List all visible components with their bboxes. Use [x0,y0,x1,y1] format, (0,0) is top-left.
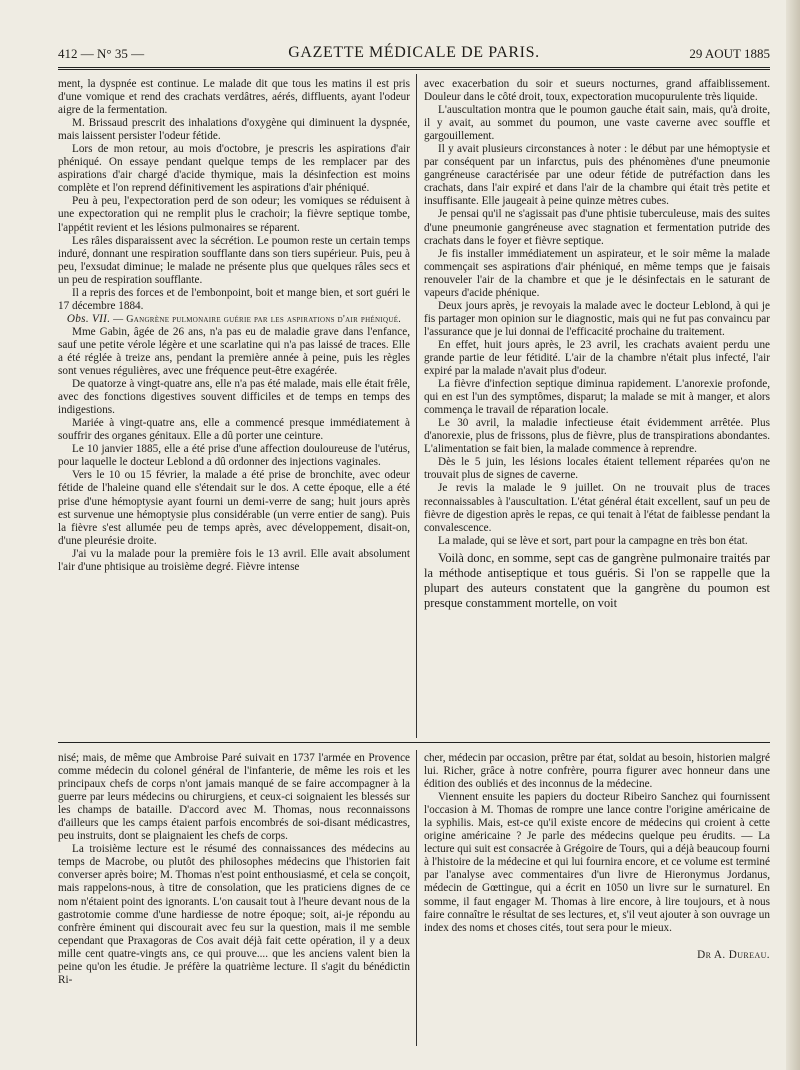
paragraph: Le 10 janvier 1885, elle a été prise d'une affection douloureuse de l'utérus, pour laquelle le docteur Leblond a dû ordonner des injections vaginales. [58,443,410,469]
paragraph: L'auscultation montra que le poumon gauche était sain, mais, qu'à droite, il y avait, au sommet du poumon, une vaste caverne avec souffle et gargouillement. [424,104,770,143]
paragraph: Il y avait plusieurs circonstances à noter : le début par une hémoptysie et par conséquent par un infarctus, puis des phénomènes d'une pneumonie gangréneuse caractérisée par une odeur fétide de putréfaction dans les crachats, dans l'air expiré et dans l'air de la chambre qui était très petite et insuffisante. Elle jaugeait à peine quinze mètres cubes. [424,143,770,208]
conclusion-paragraph: Voilà donc, en somme, sept cas de gangrène pulmonaire traités par la méthode antiseptique et tous guéris. Si l'on se rappelle que la plupart des auteurs constatent que la gangrène du poumon est presque constamment mortelle, on voit [424,550,770,610]
paragraph: Le 30 avril, la maladie infectieuse était évidemment arrêtée. Plus d'anorexie, plus de frissons, plus de fièvre, plus de transpirations abondantes. L'alimentation se fait bien, la malade commence à reprendre. [424,417,770,456]
bottom-right-column [424,752,770,962]
header-rule [58,67,770,70]
paragraph: Mme Gabin, âgée de 26 ans, n'a pas eu de maladie grave dans l'enfance, sauf une petite vérole légère et une scarlatine qui n'a pas laissé de traces. Elle a été réglée à treize ans, pendant la première année à peine, puis les règles sont venues régulières, avec une fréquence peut-être exagérée. [58,325,410,378]
paragraph: Les râles disparaissent avec la sécrétion. Le poumon reste un certain temps induré, donnant une respiration soufflante dans son tiers supérieur. Puis, peu à peu, l'exsudat diminue; le malade ne présente plus que quelques râles secs et un peu de respiration soufflante. [58,234,410,286]
paragraph: Deux jours après, je revoyais la malade avec le docteur Leblond, à qui je fis partager mon opinion sur le diagnostic, mais qui ne fut pas convaincu par l'assurance que je lui donnai de l'efficacité prochaine du traitement. [424,299,770,338]
observation-heading [58,313,410,326]
page-edge-shadow [786,0,800,1070]
column-separator [416,74,417,738]
issue-date: 29 AOUT 1885 [689,46,770,61]
paragraph: nisé; mais, de même que Ambroise Paré suivait en 1737 l'armée en Provence comme médecin du colonel général de l'infanterie, de même les rois et les principaux chefs de corps n'ont jamais manqué de se faire accompagner à la guerre par leurs médecins ou chirurgiens, et ceux-ci soignaient les blessés sur les champs de bataille. D'accord avec M. Thomas, nous reconnaissons d'ailleurs que les camps étaient parfois encombrés de soi-disant médicastres, peu instruits, dont se plaignaient les chefs de corps. [58,752,410,843]
journal-title: GAZETTE MÉDICALE DE PARIS. [288,44,540,61]
paragraph: Lors de mon retour, au mois d'octobre, je prescris les aspirations d'air phéniqué. On essaye pendant quelque temps de les remplacer par des aspirations d'air chargé d'acide thymique, mais la désinfection est moins complète et l'on reprend définitivement les aspirations d'air phéniqué. [58,143,410,195]
paragraph: Il a repris des forces et de l'embonpoint, boit et mange bien, et sort guéri le 17 décembre 1884. [58,286,410,312]
feuilleton-rule [58,742,770,743]
paragraph: Je revis la malade le 9 juillet. On ne trouvait plus de traces reconnaissables à l'auscultation. L'état général était excellent, sauf un peu de fièvre de digestion après le repas, ce qui tenait à l'état de faiblesse pendant la convalescence. [424,482,770,534]
paragraph: Je fis installer immédiatement un aspirateur, et le soir même la malade commençait ses aspirations d'air phéniqué, en même temps que je faisais renouveler l'air de la chambre et que je le désinfectais en le saturant de vapeurs d'acide phénique. [424,247,770,299]
observation-label: Obs. VII. [66,312,111,325]
paragraph: Viennent ensuite les papiers du docteur Ribeiro Sanchez qui fournissent l'occasion à M. Thomas de rompre une lance contre l'origine américaine de la syphilis. Mais, est-ce qu'il existe encore de médecins qui croient à cette origine américaine ? Je parle des médecins quelque peu érudits. — La lecture qui suit est consacrée à Grégoire de Tours, qui a déjà beaucoup fourni à l'histoire de la médecine et qui lui fournira encore, et ce volume est terminé par l'analyse avec commentaires d'un livre de Hieronymus Jordanus, médecin de Gœttingue, qui a écrit en 1050 un livre sur le surnaturel. En somme, il faut engager M. Thomas à lire encore, à lire toujours, et à nous faire connaître le résultat de ses lectures, et, s'il veut ajouter à son ouvrage un index des noms et choses cités, tout sera pour le mieux. [424,791,770,934]
paragraph: Dès le 5 juin, les lésions locales étaient tellement réparées qu'on ne trouvait plus de signes de caverne. [424,456,770,482]
paragraph: Je pensai qu'il ne s'agissait pas d'une phtisie tuberculeuse, mais des suites d'une pneumonie gangréneuse avec stagnation et fermentation putride des crachats dans le foyer et fièvre septique. [424,208,770,247]
paragraph: Vers le 10 ou 15 février, la malade a été prise de bronchite, avec odeur fétide de l'haleine quand elle s'étendait sur le dos. A cette époque, elle a été prise d'une hémoptysie ayant fourni un demi-verre de sang; huit jours après est survenue une hémoptysie plus considérable (un verre entier de sang). Puis la fièvre s'est allumée peu de temps après, avec développement, disait-on, d'une pleurésie droite. [58,469,410,547]
page-header [58,44,770,66]
paragraph: cher, médecin par occasion, prêtre par état, soldat au besoin, historien malgré lui. Richer, grâce à notre confrère, pourra figurer avec honneur dans une édition des oubliés et des inconnus de la médecine. [424,752,770,791]
paragraph: ment, la dyspnée est continue. Le malade dit que tous les matins il est pris d'une vomique et rend des crachats verdâtres, aérés, diffluents, ayant l'odeur aigre de la fermentation. [58,78,410,117]
paragraph: Mariée à vingt-quatre ans, elle a commencé presque immédiatement à souffrir des organes génitaux. Elle a dû porter une ceinture. [58,417,410,443]
top-right-column [424,78,770,611]
page-number: 412 — N° 35 — [58,46,145,61]
paragraph: avec exacerbation du soir et sueurs nocturnes, grand affaiblissement. Douleur dans le côté droit, toux, expectoration mucopurulente très liquide. [424,78,770,104]
paragraph: La troisième lecture est le résumé des connaissances des médecins au temps de Macrobe, ou plutôt des philosophes médecins que l'historien fait converser après boire; M. Thomas n'est point enthousiasmé, et cela se conçoit, mais rappelons-nous, à titre de consolation, que les praticiens dignes de ce nom n'étaient point des ignorants. L'on causait tout à l'heure devant nous de la gastrotomie comme d'une hardiesse de notre époque; soit, ai-je répondu au confrère éminent qui discourait avec feu sur la question, mais il me semble cependant que Praxagoras de Cos avait déjà fait cette opération, il y a deux mille cent quatre-vingts ans, ce qui prouve.... que les anciens valent bien la peine qu'on les étudie. Je préfère la quatrième lecture. Il s'agit du bénédictin Ri- [58,843,410,986]
paragraph: La malade, qui se lève et sort, part pour la campagne en très bon état. [438,534,748,547]
paragraph: M. Brissaud prescrit des inhalations d'oxygène qui diminuent la dyspnée, mais laissent persister l'odeur fétide. [58,117,410,143]
paragraph: En effet, huit jours après, le 23 avril, les crachats avaient perdu une grande partie de leur fétidité. L'air de la chambre n'était plus infecté, l'air expiré par la malade n'avait plus d'odeur. [424,338,770,378]
observation-title: — Gangrène pulmonaire guérie par les aspirations d'air phéniqué. [110,313,402,325]
top-left-column [58,78,410,574]
column-separator [416,750,417,1046]
author-signature: Dr A. Dureau. [697,948,770,961]
paragraph: Peu à peu, l'expectoration perd de son odeur; les vomiques se réduisent à une expectoration qui ne remplit plus le crachoir; la fièvre septique tombe, l'appétit revient et les lésions pulmonaires se réparent. [58,195,410,234]
bottom-left-column [58,752,410,987]
paragraph: De quatorze à vingt-quatre ans, elle n'a pas été malade, mais elle était frêle, avec des fonctions digestives souvent difficiles et de temps en temps des indigestions. [58,378,410,417]
paragraph: J'ai vu la malade pour la première fois le 13 avril. Elle avait absolument l'air d'une phtisique au troisième degré. Fièvre intense [58,547,410,573]
paragraph: La fièvre d'infection septique diminua rapidement. L'anorexie profonde, qui en est l'un des symptômes, disparut; la malade se mit à manger, et alors commença le travail de réparation locale. [424,378,770,417]
